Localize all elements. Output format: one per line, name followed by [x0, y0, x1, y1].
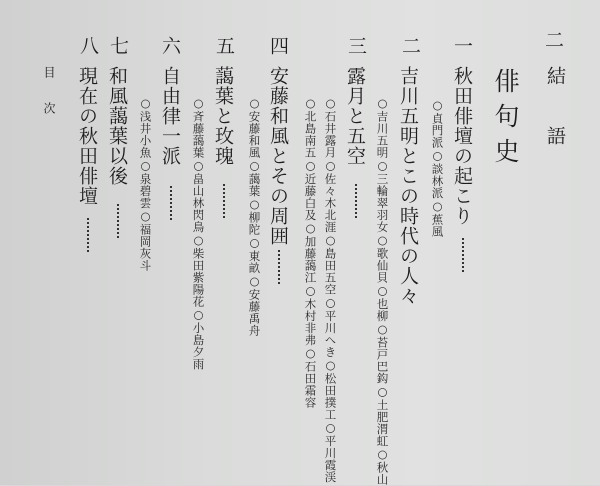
- chapter-numeral: 三: [345, 36, 367, 55]
- chapter-sub-line-2: ○北島南五○近藤白及○加藤藹江○木村非弗○石田霜容: [303, 96, 318, 409]
- part-title: 俳句史: [491, 68, 520, 173]
- leader-dots: [460, 238, 464, 272]
- chapter-title: 現在の秋田俳壇: [76, 66, 98, 206]
- prev-section-title: 結 語: [544, 66, 566, 146]
- chapter-numeral: 六: [159, 36, 181, 55]
- leader-dots: [85, 218, 89, 252]
- prev-section-numeral: 二: [542, 30, 564, 49]
- chapter-numeral: 四: [267, 36, 289, 55]
- chapter-numeral: 一: [451, 36, 473, 55]
- chapter-numeral: 二: [399, 36, 421, 55]
- chapter-title: 自由律一派: [159, 66, 181, 166]
- chapter-title: 和風藹葉以後: [106, 66, 128, 186]
- chapter-title: 藹葉と玫瑰: [212, 66, 234, 166]
- chapter-sub: ○貞門派○談林派○蕉風: [430, 98, 445, 238]
- chapter-title: 秋田俳壇の起こり: [451, 66, 473, 226]
- leader-dots: [353, 184, 357, 218]
- chapter-numeral: 五: [213, 36, 235, 55]
- toc-label: 目 次: [42, 66, 56, 114]
- leader-dots: [168, 186, 172, 220]
- chapter-sub: ○安藤和風○藹葉○柳陀○東畝○安藤禹舟: [247, 96, 262, 337]
- chapter-sub-line-1: ○石井露月○佐々木北涯○島田五空○平川へき○松田撲工○平川霞渓: [323, 96, 338, 483]
- chapter-numeral: 七: [107, 36, 129, 55]
- leader-dots: [115, 204, 119, 238]
- chapter-title: 吉川五明とこの時代の人々: [397, 66, 419, 306]
- chapter-numeral: 八: [77, 36, 99, 55]
- leader-dots: [221, 184, 225, 218]
- chapter-title: 露月と五空: [344, 66, 366, 166]
- chapter-sub: ○浅井小魚○泉碧雲○福岡灰斗: [138, 96, 153, 272]
- chapter-sub: ○斉藤藹葉○畠山林閃鳥○柴田紫陽花○小島夕雨: [191, 96, 206, 370]
- leader-dots: [276, 250, 280, 284]
- chapter-title: 安藤和風とその周囲: [267, 66, 289, 246]
- chapter-sub: ○吉川五明○三輪翠羽女○歌仙貝○也柳○苔戸巴鈎○土肥渭虹○秋山: [375, 96, 390, 486]
